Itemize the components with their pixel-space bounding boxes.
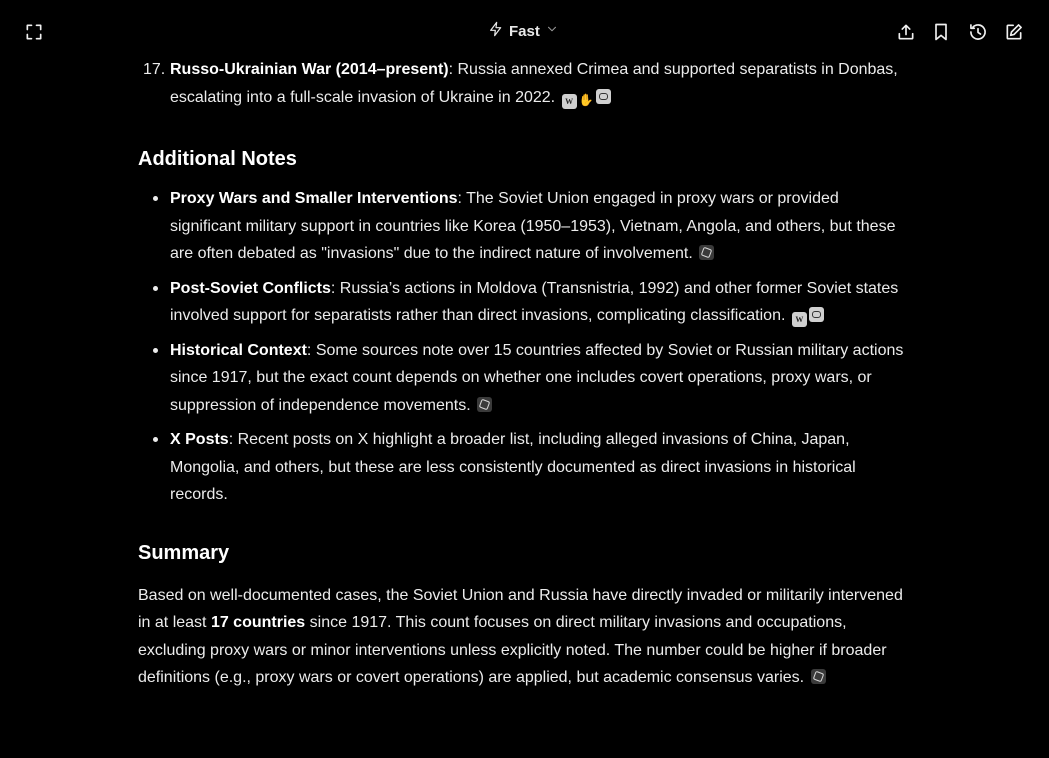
item-title: Russo-Ukrainian War (2014–present) (170, 61, 449, 78)
summary-paragraph (138, 582, 910, 692)
hand-citation-icon[interactable]: ✋ (578, 92, 594, 107)
model-label: Fast (509, 22, 540, 40)
item-title: X Posts (170, 431, 229, 448)
share-icon[interactable] (893, 19, 919, 45)
item-title: Post-Soviet Conflicts (170, 279, 331, 297)
summary-heading: Summary (138, 541, 230, 564)
summary-bold: 17 countries (210, 614, 306, 631)
message-citation-icon[interactable] (809, 307, 824, 322)
list-number: 17. (143, 61, 166, 78)
wikipedia-citation-icon[interactable]: W (562, 94, 577, 109)
model-selector[interactable] (488, 17, 559, 45)
item-text: : Recent posts on X highlight a broader list, including alleged invasions of China, Japan, Mongolia, and others, but these are less consistently documented as direct invasions in historical records. (170, 431, 856, 503)
summary-text: since 1917. This count focuses on direct military invasions and occupations, excluding proxy wars or minor interventions unless explicitly noted. The number could be higher if broader definitions (e.g., proxy wars or covert operations) are applied, but academic consensus varies. (138, 614, 887, 686)
top-bar (0, 0, 1049, 62)
web-citation-icon[interactable] (699, 245, 714, 260)
item-text: : Russia annexed Crimea and supported separatists in Donbas, escalating into a full-scale invasion of Ukraine in 2022. (170, 61, 898, 106)
list-item-17 (138, 56, 910, 111)
history-icon[interactable] (965, 19, 991, 45)
edit-icon[interactable] (1001, 19, 1027, 45)
chevron-down-icon (545, 22, 559, 41)
web-citation-icon[interactable] (477, 397, 492, 412)
item-title: Historical Context (170, 341, 307, 359)
message-citation-icon[interactable] (596, 89, 611, 104)
item-text: : The Soviet Union engaged in proxy wars or provided significant military support in countries like Korea (1950–1953), Vietnam, Angola, and others, but these are often debated as "invasions" due to the indirect nature of involvement. (170, 190, 896, 262)
additional-notes-heading: Additional Notes (138, 148, 297, 170)
item-text: : Some sources note over 15 countries affected by Soviet or Russian military actions since 1917, but the exact count depends on whether one includes covert operations, proxy wars, or suppression of independence movements. (170, 341, 904, 414)
list-item (138, 337, 910, 420)
expand-icon[interactable] (21, 19, 47, 45)
bookmark-icon[interactable] (928, 19, 954, 45)
additional-notes-list (138, 185, 910, 509)
web-citation-icon[interactable] (811, 669, 826, 684)
summary-text: Based on well-documented cases, the Soviet Union and Russia have directly invaded or militarily intervened in at least (138, 586, 903, 631)
list-item (138, 185, 910, 268)
wikipedia-citation-icon[interactable]: W (792, 312, 807, 327)
response-content (138, 56, 910, 692)
list-item (138, 426, 910, 509)
item-text: : Russia’s actions in Moldova (Transnistria, 1992) and other former Soviet states involved support for separatists rather than direct invasions, complicating classification. (170, 279, 899, 324)
item-title: Proxy Wars and Smaller Interventions (170, 190, 458, 207)
bolt-icon (488, 21, 504, 42)
list-item (138, 275, 910, 330)
